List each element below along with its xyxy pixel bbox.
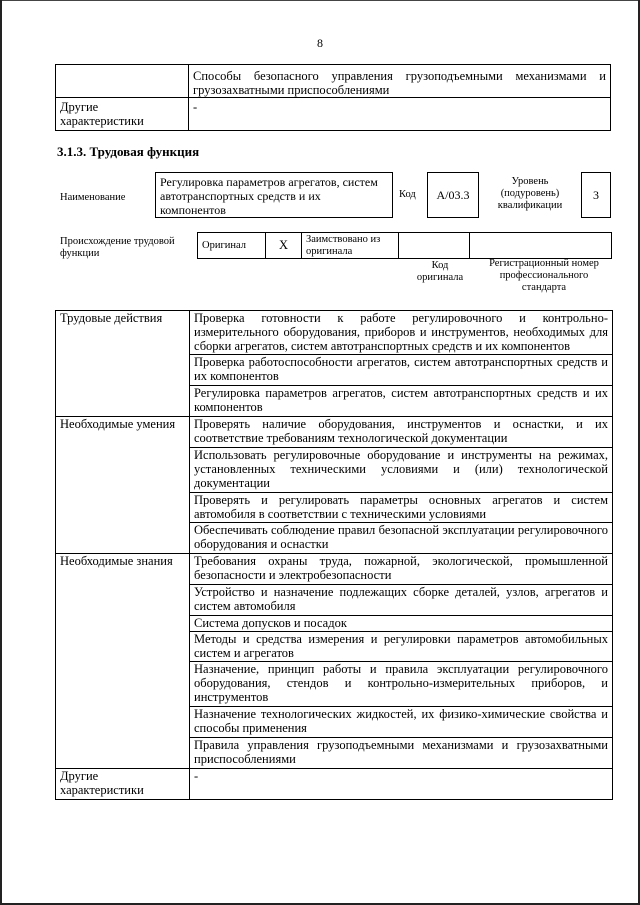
scan-edge-top: [0, 0, 640, 1]
skill-item: Обеспечивать соблюдение правил безопасной эксплуатации регулировочного оборудования и оснастки: [190, 523, 613, 554]
origin-table: [197, 232, 612, 259]
reg-caption: Регистрационный номер профессионального стандарта: [489, 258, 599, 293]
knowledge-item: Назначение технологических жидкостей, их физико-химические свойства и способы применения: [190, 707, 613, 738]
scan-edge-left: [0, 0, 2, 905]
top-table: [55, 64, 611, 131]
borrowed-label: Заимствовано из оригинала: [302, 233, 399, 259]
knowledge-item: Методы и средства измерения и регулировки параметров автомобильных систем и агрегатов: [190, 632, 613, 662]
action-item: Проверка готовности к работе регулировочного и контрольно-измерительного оборудования, приборов и инструментов, необходимых для сборки агрегатов, систем автотранспортных средств и их компонентов: [190, 311, 613, 355]
code-label: Код: [399, 189, 416, 200]
page-number: 8: [317, 36, 323, 50]
skill-item: Проверять и регулировать параметры основных агрегатов и систем автомобиля в соответствии с техническими условиями: [190, 493, 613, 523]
code-caption: Код оригинала: [416, 260, 464, 283]
top-table-row1-text: Способы безопасного управления грузоподъемными механизмами и грузозахватными приспособлениями: [189, 65, 611, 98]
other-label: Другие характеристики: [56, 769, 190, 800]
knowledge-item: Правила управления грузоподъемными механизмами и грузозахватными приспособлениями: [190, 738, 613, 769]
other-value: -: [190, 769, 613, 800]
code-value-box: [427, 172, 479, 218]
action-item: Регулировка параметров агрегатов, систем автотранспортных средств и их компонентов: [190, 386, 613, 417]
skill-item: Проверять наличие оборудования, инструментов и оснастки, и их соответствие требованиям технологической документации: [190, 417, 613, 448]
level-value-box: [581, 172, 611, 218]
knowledge-item: Назначение, принцип работы и правила эксплуатации регулировочного оборудования, стендов и контрольно-измерительных приборов, и инструментов: [190, 662, 613, 707]
name-label: Наименование: [60, 192, 126, 203]
skills-label: Необходимые умения: [56, 417, 190, 554]
name-value-box: [155, 172, 393, 218]
reg-number-cell: [470, 233, 612, 259]
knowledge-item: Требования охраны труда, пожарной, экологической, промышленной безопасности и электробезопасности: [190, 554, 613, 585]
section-heading: 3.1.3. Трудовая функция: [57, 144, 200, 159]
original-code-cell: [399, 233, 470, 259]
original-label: Оригинал: [198, 233, 266, 259]
top-table-row2-label: Другие характеристики: [56, 98, 189, 131]
original-mark: X: [266, 233, 302, 259]
top-table-row2-value: -: [189, 98, 611, 131]
main-table: [55, 310, 613, 800]
name-value: Регулировка параметров агрегатов, систем автотранспортных средств и их компонентов: [160, 175, 378, 217]
level-label: Уровень (подуровень) квалификации: [497, 176, 563, 211]
top-table-empty-cell: [56, 65, 189, 98]
level-value: 3: [593, 188, 599, 202]
knowledge-item: Система допусков и посадок: [190, 616, 613, 632]
actions-label: Трудовые действия: [56, 311, 190, 417]
origin-label: Происхождение трудовой функции: [60, 236, 175, 259]
knowledge-item: Устройство и назначение подлежащих сборке деталей, узлов, агрегатов и систем автомобиля: [190, 585, 613, 616]
code-value: A/03.3: [436, 188, 470, 202]
skill-item: Использовать регулировочные оборудование и инструменты на режимах, установленных техническими условиями и (или) технологической документации: [190, 448, 613, 493]
knowledge-label: Необходимые знания: [56, 554, 190, 769]
action-item: Проверка работоспособности агрегатов, систем автотранспортных средств и их компонентов: [190, 355, 613, 386]
